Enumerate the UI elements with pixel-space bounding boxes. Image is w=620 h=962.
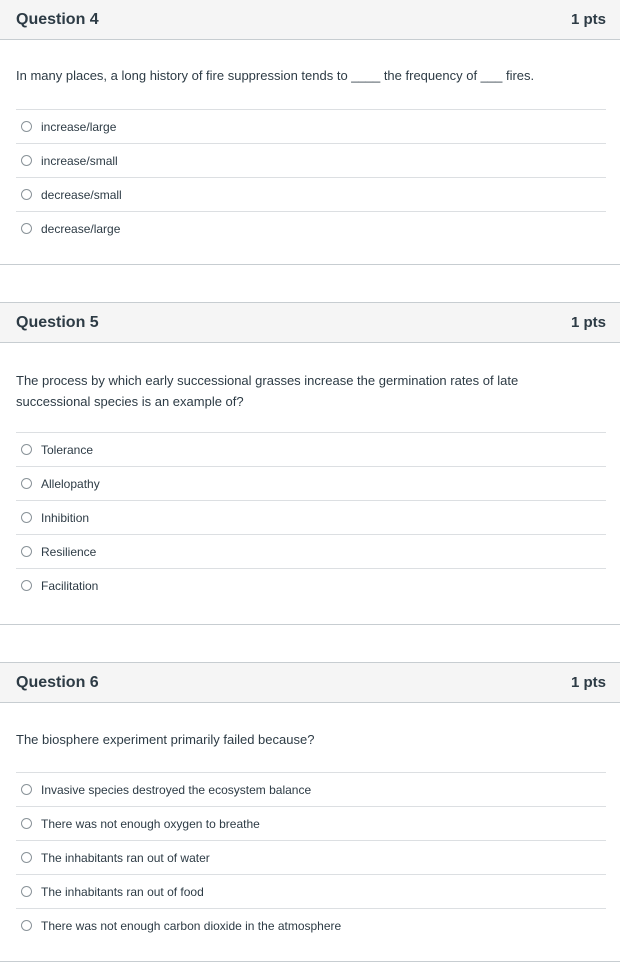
radio-button[interactable] bbox=[21, 920, 32, 931]
answer-option[interactable] bbox=[16, 569, 606, 602]
answer-list bbox=[16, 432, 606, 602]
answer-option[interactable] bbox=[16, 178, 606, 212]
answer-label: The inhabitants ran out of water bbox=[41, 850, 210, 865]
question-header bbox=[0, 303, 620, 343]
answer-label: Facilitation bbox=[41, 578, 99, 593]
answer-option[interactable] bbox=[16, 501, 606, 535]
answer-list bbox=[16, 772, 606, 942]
question-points: 1 pts bbox=[570, 674, 606, 691]
answer-option[interactable] bbox=[16, 467, 606, 501]
question-6 bbox=[0, 662, 620, 962]
answer-label: decrease/large bbox=[41, 221, 121, 236]
answer-label: Resilience bbox=[41, 544, 97, 559]
answer-option[interactable] bbox=[16, 773, 606, 807]
answer-option[interactable] bbox=[16, 535, 606, 569]
radio-button[interactable] bbox=[21, 580, 32, 591]
question-5 bbox=[0, 302, 620, 625]
radio-button[interactable] bbox=[21, 155, 32, 166]
question-text: In many places, a long history of fire suppression tends to ____ the frequency of ___ fires. bbox=[16, 68, 535, 83]
answer-option[interactable] bbox=[16, 212, 606, 245]
answer-option[interactable] bbox=[16, 807, 606, 841]
answer-label: There was not enough oxygen to breathe bbox=[41, 816, 260, 831]
question-4 bbox=[0, 0, 620, 265]
answer-option[interactable] bbox=[16, 909, 606, 942]
radio-button[interactable] bbox=[21, 223, 32, 234]
answer-label: Inhibition bbox=[41, 510, 90, 525]
question-text: The biosphere experiment primarily failed because? bbox=[16, 732, 315, 747]
answer-label: The inhabitants ran out of food bbox=[41, 884, 204, 899]
radio-button[interactable] bbox=[21, 818, 32, 829]
answer-option[interactable] bbox=[16, 841, 606, 875]
radio-button[interactable] bbox=[21, 852, 32, 863]
answer-option[interactable] bbox=[16, 144, 606, 178]
question-points: 1 pts bbox=[570, 314, 606, 331]
answer-label: There was not enough carbon dioxide in the atmosphere bbox=[41, 918, 342, 933]
answer-list bbox=[16, 109, 606, 245]
answer-option[interactable] bbox=[16, 110, 606, 144]
answer-label: increase/large bbox=[41, 119, 117, 134]
radio-button[interactable] bbox=[21, 478, 32, 489]
question-header bbox=[0, 0, 620, 40]
question-title: Question 4 bbox=[16, 10, 99, 28]
question-points: 1 pts bbox=[570, 11, 606, 28]
answer-label: Tolerance bbox=[41, 442, 94, 457]
answer-label: Invasive species destroyed the ecosystem balance bbox=[41, 782, 312, 797]
question-text: The process by which early successional grasses increase the germination rates of late successional species is an example of? bbox=[16, 373, 519, 409]
question-title: Question 6 bbox=[16, 673, 99, 691]
answer-label: Allelopathy bbox=[41, 476, 100, 491]
radio-button[interactable] bbox=[21, 784, 32, 795]
question-header bbox=[0, 663, 620, 703]
radio-button[interactable] bbox=[21, 444, 32, 455]
radio-button[interactable] bbox=[21, 121, 32, 132]
radio-button[interactable] bbox=[21, 189, 32, 200]
answer-option[interactable] bbox=[16, 433, 606, 467]
radio-button[interactable] bbox=[21, 886, 32, 897]
radio-button[interactable] bbox=[21, 546, 32, 557]
radio-button[interactable] bbox=[21, 512, 32, 523]
answer-option[interactable] bbox=[16, 875, 606, 909]
answer-label: decrease/small bbox=[41, 187, 122, 202]
answer-label: increase/small bbox=[41, 153, 118, 168]
question-title: Question 5 bbox=[16, 313, 99, 331]
